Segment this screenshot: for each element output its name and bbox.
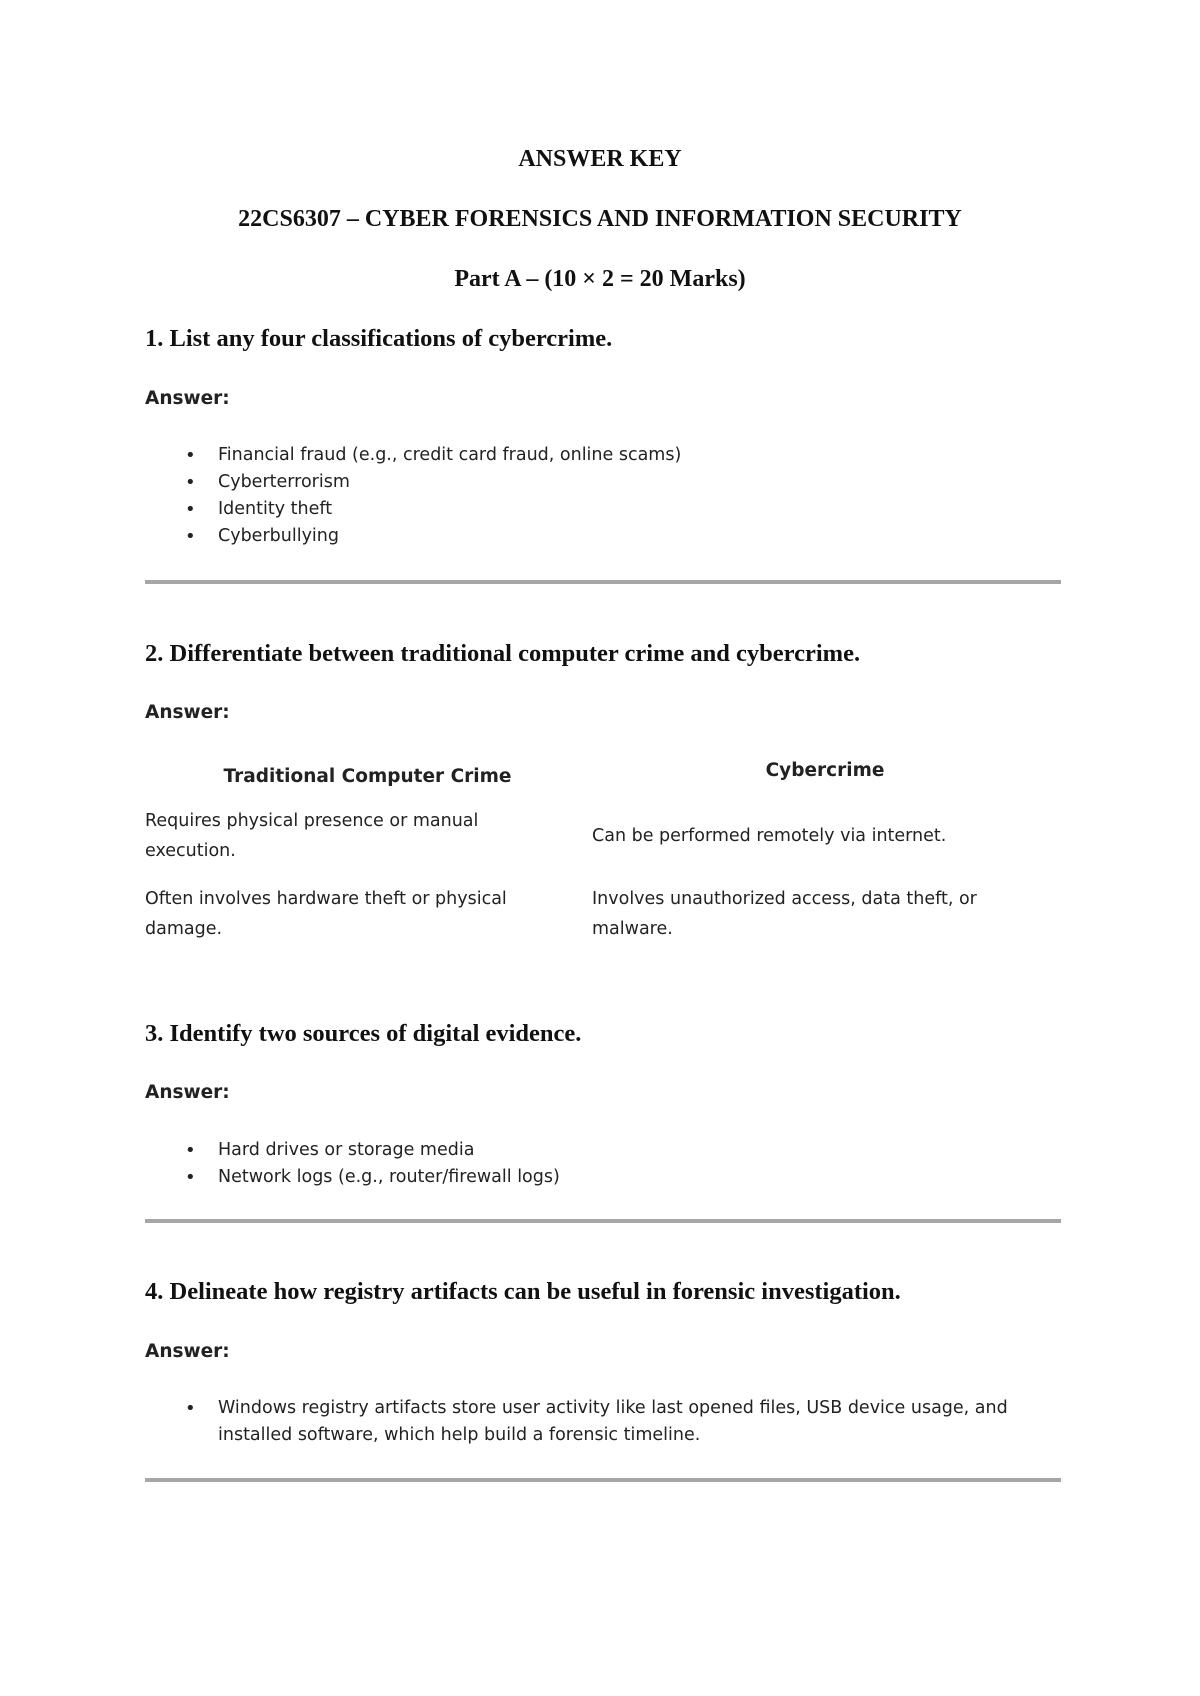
divider (145, 580, 1061, 584)
question-1: 1. List any four classifications of cybercrime. (145, 325, 613, 352)
list-item: • Hard drives or storage media (185, 1137, 560, 1164)
document-title: ANSWER KEY (518, 146, 682, 172)
answer-label-1: Answer: (145, 388, 230, 409)
q4-bullet-list (185, 1395, 1065, 1449)
list-item: • Financial fraud (e.g., credit card fraud, online scams) (185, 442, 681, 469)
table-header-cybercrime: Cybercrime (765, 760, 885, 781)
question-2: 2. Differentiate between traditional computer crime and cybercrime. (145, 640, 861, 667)
course-title: 22CS6307 – CYBER FORENSICS AND INFORMATION SECURITY (238, 206, 962, 232)
list-item: • Cyberterrorism (185, 469, 681, 496)
divider (145, 1478, 1061, 1482)
list-item: • Network logs (e.g., router/firewall logs) (185, 1164, 560, 1191)
table-cell: Can be performed remotely via internet. (592, 826, 947, 846)
answer-label-3: Answer: (145, 1082, 230, 1103)
list-item: • Windows registry artifacts store user activity like last opened files, USB device usage, and installed software, which help build a forensic timeline. (185, 1395, 1065, 1449)
question-3: 3. Identify two sources of digital evidence. (145, 1020, 582, 1047)
question-4: 4. Delineate how registry artifacts can be useful in forensic investigation. (145, 1278, 901, 1305)
part-heading: Part A – (10 × 2 = 20 Marks) (454, 266, 746, 292)
table-cell: Involves unauthorized access, data theft, or malware. (592, 889, 977, 939)
answer-label-2: Answer: (145, 702, 230, 723)
table-header-traditional: Traditional Computer Crime (223, 766, 512, 787)
table-cell: Requires physical presence or manual execution. (145, 811, 479, 861)
divider (145, 1219, 1061, 1223)
q1-bullet-list (185, 442, 681, 550)
table-cell: Often involves hardware theft or physical damage. (145, 889, 507, 939)
list-item: • Cyberbullying (185, 523, 681, 550)
q3-bullet-list (185, 1137, 560, 1191)
list-item: • Identity theft (185, 496, 681, 523)
answer-label-4: Answer: (145, 1341, 230, 1362)
